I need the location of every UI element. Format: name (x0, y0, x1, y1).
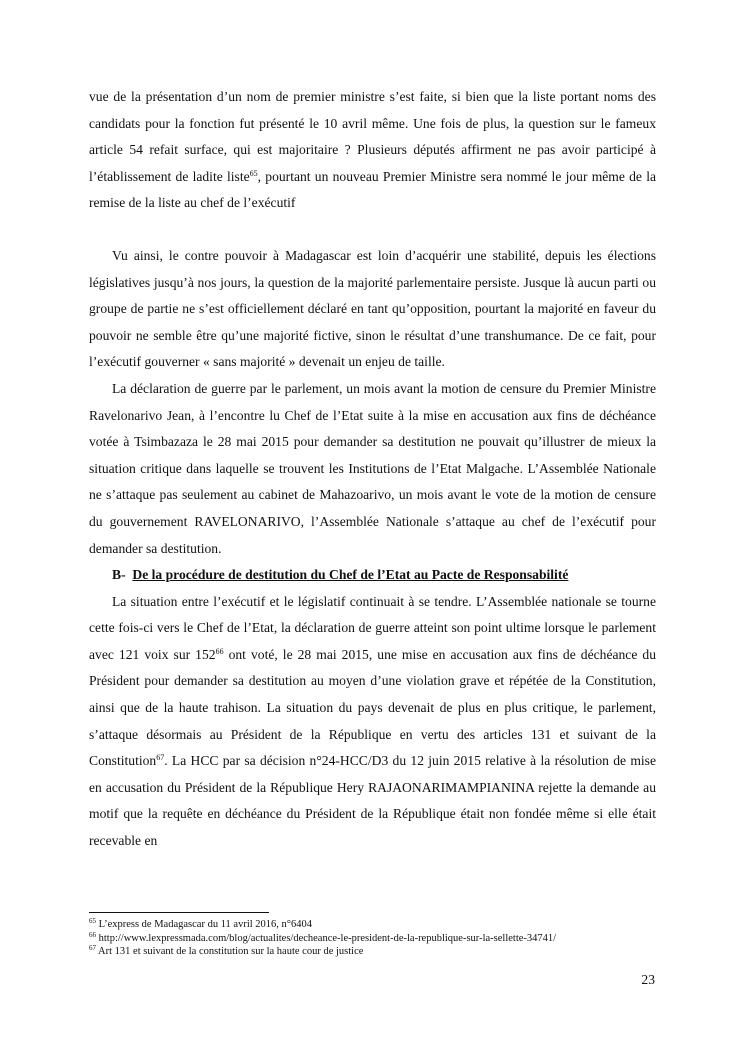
footnotes (89, 918, 689, 959)
footnote-67: $^{67}$ Art 131 et suivant de la constitution sur la haute cour de justice (89, 944, 364, 957)
footnote-separator (89, 912, 269, 913)
footnote-66: $^{66}$ http://www.lexpressmada.com/blog/actualites/decheance-le-president-de-la-republique-sur-la-sellette-34741/ (89, 930, 557, 944)
section-heading (89, 562, 656, 589)
section-heading-title: De la procédure de destitution du Chef de l’Etat au Pacte de Responsabilité (132, 567, 569, 583)
paragraph-3: La déclaration de guerre par le parlement, un mois avant la motion de censure du Premier Ministre Ravelonarivo Jean, à l’encontre lu Chef de l’Etat suite à la mise en accusation aux fins de déchéance votée à Tsimbazaza le 28 mai 2015 pour demander sa destitution ne pouvait qu’illustrer de mieux la situation critique dans laquelle se trouvent les Institutions de l’Etat Malgache. L’Assemblée Nationale ne s’attaque pas seulement au cabinet de Mahazoarivo, un mois avant le vote de la motion de censure du gouvernement RAVELONARIVO, l’Assemblée Nationale s’attaque au chef de l’exécutif pour demander sa destitution. (89, 380, 656, 556)
footnote-65: $^{65}$ L’express de Madagascar du 11 avril 2016, n°6404 (89, 917, 312, 930)
paragraph-4: La situation entre l’exécutif et le législatif continuait à se tendre. L’Assemblée nationale se tourne cette fois-ci vers le Chef de l’Etat, la déclaration de guerre atteint son point ultime lorsque le parlement avec 121 voix sur $152^{66}$ ont voté, le 28 mai 2015, une mise en accusation aux fins de déchéance du Président pour demander sa destitution au moyen d’une violation grave et répétée de la Constitution, ainsi que de la haute trahison. La situation du pays devenait de plus en plus critique, le parlement, s’attaque désormais au Président de la République en vertu des articles 131 et suivant de la Constitution$^{67}$. La HCC par sa décision n°24-HCC/D3 du 12 juin 2015 relative à la résolution de mise en accusation du Président de la République Hery RAJAONARIMAMPIANINA rejette la demande au motif que la requête en déchéance du Président de la République était non fondée même si elle était recevable en (89, 593, 656, 849)
footnote-ref-67: 67 (156, 753, 165, 763)
page-number: 23 (641, 972, 655, 987)
footnote-ref-66: 66 (215, 646, 224, 656)
footnote-link[interactable]: http://www.lexpressmada.com/blog/actualites/decheance-le-president-de-la-republique-sur-la-sellette-34741/ (96, 932, 557, 944)
body-text (89, 84, 656, 855)
paragraph-1: vue de la présentation d’un nom de premier ministre s’est faite, si bien que la liste portant noms des candidats pour la fonction fut présenté le 10 avril même. Une fois de plus, la question sur le fameux article 54 refait surface, qui est majoritaire ? Plusieurs députés affirment ne pas avoir participé à l’établissement de ladite liste$^{65}$, pourtant un nouveau Premier Ministre sera nommé le jour même de la remise de la liste au chef de l’exécutif (89, 89, 657, 211)
section-heading-prefix: B- (112, 567, 126, 583)
footnote-ref-65: 65 (249, 168, 258, 178)
paragraph-gap (89, 217, 656, 243)
paragraph-2: Vu ainsi, le contre pouvoir à Madagascar est loin d’acquérir une stabilité, depuis les élections législatives jusqu’à nos jours, la question de la majorité parlementaire persiste. Jusque là aucun parti ou groupe de partie ne s’est officiellement déclaré en tant qu’opposition, pourtant la majorité en faveur du pouvoir ne semble être qu’une majorité fictive, sinon le résultat d’une transhumance. De ce fait, pour l’exécutif gouverner « sans majorité » devenait un enjeu de taille. (89, 247, 656, 370)
